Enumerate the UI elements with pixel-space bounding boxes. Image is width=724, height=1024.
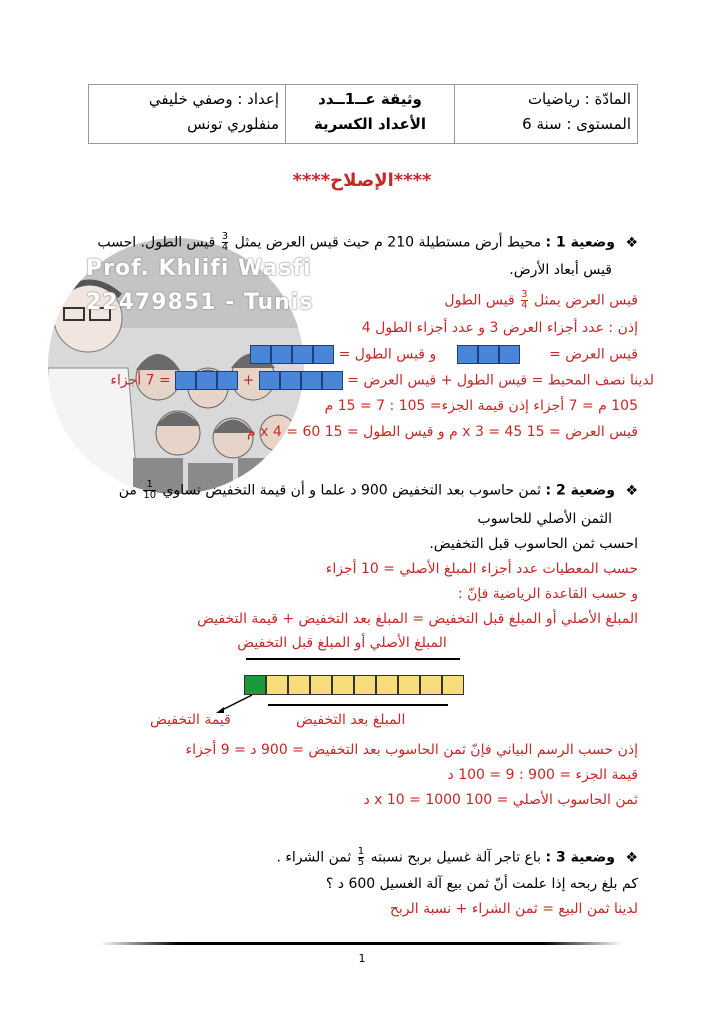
s2-line2: و حسب القاعدة الرياضية فإنّ : [457,586,638,602]
s1-line5: 105 م = 7 أجزاء إذن قيمة الجزء= 105 : 7 = 15 م [324,398,638,414]
s3-stmt-a: باع تاجر آلة غسيل بربح نسبته [370,849,542,866]
s1-line3 [250,345,638,364]
s3-frac-num: 1 [357,846,365,857]
block [250,345,271,364]
block [271,345,292,364]
s1-l1-frac-num: 3 [521,289,528,300]
s2-line3: المبلغ الأصلي أو المبلغ قبل التخفيض = المبلغ بعد التخفيض + قيمة التخفيض [197,611,638,627]
diagram-discount-label: قيمة التخفيض [150,712,231,728]
s1-frac-num: 3 [221,231,229,242]
s1-l3b: و قيس الطول = [338,346,437,363]
block [196,371,217,390]
s2-frac-num: 1 [143,480,156,491]
block [280,371,301,390]
block [259,371,280,390]
header-doc-topic: الأعداد الكسرية [313,115,427,133]
block [322,371,343,390]
page-title: ****الإصلاح**** [292,170,432,191]
block [292,345,313,364]
block [499,345,520,364]
s1-line1 [444,290,638,311]
s1-l4b: 7 أجزاء [110,372,155,389]
s1-stmt-a: محيط أرض مستطيلة 210 م حيث قيس العرض يمثل [234,234,542,251]
s1-l1b: قيس الطول [444,292,515,309]
s3-fraction [358,847,364,868]
s1-l3a: قيس العرض = [549,346,638,363]
s3-stmt2: كم بلغ ربحه إذا علمت أنّ ثمن بيع آلة الغسيل 600 د ؟ [325,876,638,892]
part [266,675,288,695]
block [175,371,196,390]
s1-l1-frac-den: 4 [521,300,528,311]
block [301,371,322,390]
s1-l1-fraction [521,290,527,311]
page-number: 1 [358,952,366,965]
footer-divider [100,942,622,945]
part [442,675,464,695]
header-author: إعداد : وصفي خليفي [148,90,279,108]
block [217,371,238,390]
header-subject: المادّة : رياضيات [527,90,631,108]
s3-label: وضعية 3 : [545,849,615,866]
part [332,675,354,695]
header-subject-cell [454,85,637,143]
sum-length-blocks [259,373,343,389]
s2-stmt-a: ثمن حاسوب بعد التخفيض 900 د علما و أن قيمة التخفيض تساوي [162,482,542,499]
part [420,675,442,695]
diagram-top-label: المبلغ الأصلي أو المبلغ قبل التخفيض [237,635,447,651]
diagram-after-label: المبلغ بعد التخفيض [296,712,406,728]
s1-line6: قيس العرض = 15 x 3 = 45 م و قيس الطول = 15 x 4 = 60 م [247,424,638,440]
s1-line4 [110,371,654,390]
sum-width-blocks [175,373,238,389]
discount-part [244,675,266,695]
part [288,675,310,695]
s1-stmt2: قيس أبعاد الأرض. [509,262,612,278]
block [313,345,334,364]
diamond-bullet-icon: ❖ [625,849,638,866]
s3-stmt-b: ثمن الشراء . [276,849,352,866]
s1-line2: إذن : عدد أجزاء العرض 3 و عدد أجزاء الطول 4 [361,320,638,336]
s1-frac-den: 4 [221,242,229,253]
s1-l4plus: + [242,372,255,389]
s2-stmt3: احسب ثمن الحاسوب قبل التخفيض. [429,536,638,552]
header-level: المستوى : سنة 6 [522,115,631,133]
s2-stmt-b: من [118,482,137,499]
block [457,345,478,364]
s1-statement [97,232,638,253]
watermark-phone: 22479851 - Tunis [86,290,314,315]
s2-line1: حسب المعطيات عدد أجزاء المبلغ الأصلي = 10 أجزاء [325,561,638,577]
s1-l4a: لدينا نصف المحيط = قيس الطول + قيس العرض = [347,372,654,389]
part [376,675,398,695]
s2-frac-den: 10 [143,490,157,501]
diagram-bar [244,675,464,695]
header-doc-title: وثيقة عــ1ــدد [318,90,422,108]
width-blocks [457,347,520,363]
part [398,675,420,695]
s1-l1a: قيس العرض يمثل [533,292,638,309]
part [354,675,376,695]
length-blocks [250,347,334,363]
s1-fraction [222,232,228,253]
diamond-bullet-icon: ❖ [625,234,638,251]
diagram-after-line [268,704,448,706]
block [478,345,499,364]
s1-stmt-b: قيس الطول. احسب [97,234,216,251]
s3-frac-den: 5 [357,857,365,868]
s3-line1: لدينا ثمن البيع = ثمن الشراء + نسبة الربح [389,901,638,917]
s3-statement [276,847,638,868]
s1-l4eq: = [159,372,171,389]
diagram-top-line [246,658,460,660]
header-table [88,84,638,144]
s2-stmt2: الثمن الأصلي للحاسوب [477,511,612,527]
diamond-bullet-icon: ❖ [625,482,638,499]
s2-line4: إذن حسب الرسم البياني فإنّ ثمن الحاسوب بعد التخفيض = 900 د = 9 أجزاء [185,742,638,758]
s2-statement [119,480,638,501]
s2-line5: قيمة الجزء = 900 : 9 = 100 د [447,767,638,783]
header-doc-cell [285,85,454,143]
header-location: منفلوري تونس [187,115,279,133]
watermark-name: Prof. Khlifi Wasfi [86,256,312,281]
header-author-cell [89,85,285,143]
s2-fraction [143,480,156,501]
s2-label: وضعية 2 : [545,482,615,499]
s1-label: وضعية 1 : [545,234,615,251]
s2-line6: ثمن الحاسوب الأصلي = 100 x 10 = 1000 د [363,792,638,808]
part [310,675,332,695]
